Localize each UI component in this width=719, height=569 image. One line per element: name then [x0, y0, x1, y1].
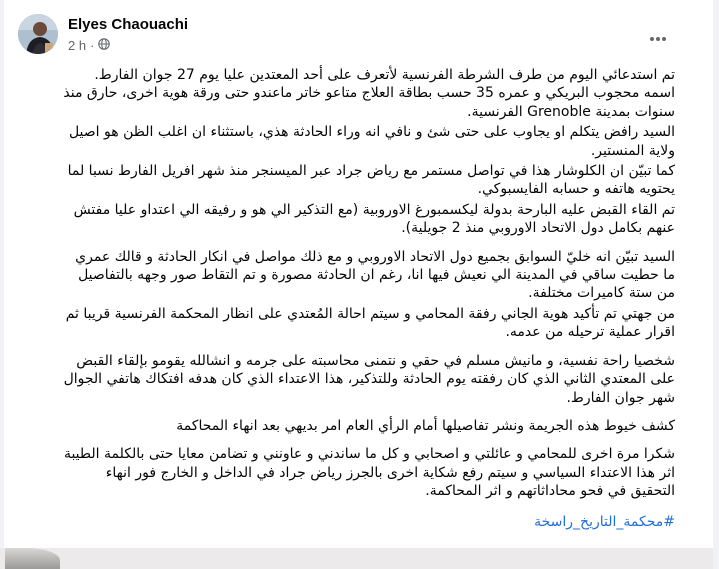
post-paragraph: من جهتي تم تأكيد هوية الجاني رفقة المحامي و سيتم احالة المُعتدي على انظار المحكمة الفرنسية قريبا ثم اقرار عملية ترحيله من عدمه.: [65, 305, 675, 341]
profile-photo: [18, 14, 58, 54]
more-horizontal-icon: [648, 27, 668, 46]
globe-icon: [98, 38, 110, 53]
post-meta: [68, 38, 110, 53]
post-options-button[interactable]: [640, 22, 676, 50]
post-paragraph: السيد رافض يتكلم او يجاوب على حتى شئ و نافي انه وراء الحادثة هذي، باستثناء ان اغلب الظن هو اصيل ولاية المنستير.: [68, 124, 675, 159]
feed-background-right: [713, 0, 719, 569]
meta-separator: ·: [90, 38, 95, 53]
post-paragraph: كما تبيّن ان الكلوشار هذا في تواصل مستمر مع رياض جراد عبر الميسنجر منذ شهر افريل الفارط نسبا لما يحتويه هاتفه و حسابه الفايسبوكي.: [67, 163, 675, 198]
post-text: [62, 66, 675, 531]
post-media-preview[interactable]: [0, 548, 713, 569]
post-paragraph: السيد تبيّن انه خليّ السوابق بجميع دول الاتحاد الاوروبي و مع ذلك مواصل في انكار الحادثة و قالك عمري ما حطيت ساقي في المدينة الي نعيش فيها انا، رغم ان الحادثة مصورة و تم التقاط صور وجهه بالتفاصيل من ستة كاميرات مختلفة.: [75, 248, 675, 302]
author-name[interactable]: Elyes Chaouachi: [68, 16, 189, 33]
feed-background-left: [0, 0, 4, 569]
post-paragraph: تم القاء القبض عليه البارحة بدولة ليكسمبورغ الاوروبية (مع التذكير الي هو و رفيقه الي اعتداو عليا مفتش عنهم بكامل دول الاتحاد الاوروبي منذ 2 جويلية).: [73, 201, 675, 237]
media-image-fragment: [5, 548, 60, 569]
post-time[interactable]: 2 h: [68, 38, 87, 53]
post-paragraph: شخصيا راحة نفسية، و مانيش مسلم في حقي و نتمنى محاسبته على جرمه و انشالله يقومو بإلقاء القبض على المعتدي الثاني الذي كان رفقته يوم الحادثة وللتذكير، هذا الاعتداء الذي كان هدفه افتكاك هاتفي الجوال شهر جوان الفارط.: [63, 352, 675, 406]
hashtag-link[interactable]: #محكمة_التاريخ_راسخة: [534, 513, 675, 530]
post-paragraph: تم استدعائي اليوم من طرف الشرطة الفرنسية لأتعرف على أحد المعتدين عليا يوم 27 جوان الفارط. اسمه محجوب البريكي و عمره 35 حسب بطاقة العلاج متاعو خاتر ماعندو حتى ورقة هوية اخرى، حارق منذ سنوات بمدينة Grenoble الفرنسية.: [63, 67, 675, 120]
avatar[interactable]: [18, 14, 58, 54]
post-paragraph: كشف خيوط هذه الجريمة ونشر تفاصيلها أمام الرأي العام امر بديهي بعد انهاء المحاكمة: [176, 417, 675, 434]
post-paragraph: شكرا مرة اخرى للمحامي و عائلتي و اصحابي و كل ما ساندني و عاونني و تضامن معايا حتى بالكلمة الطيبة اثر هذا الاعتداء السياسي و سيتم رفع شكاية اخرى بالجرز رياض جراد في الداخل و الخارج فور انهاء التحقيق في فحو محاداثاتهم و اثر المحاكمة.: [63, 446, 675, 500]
